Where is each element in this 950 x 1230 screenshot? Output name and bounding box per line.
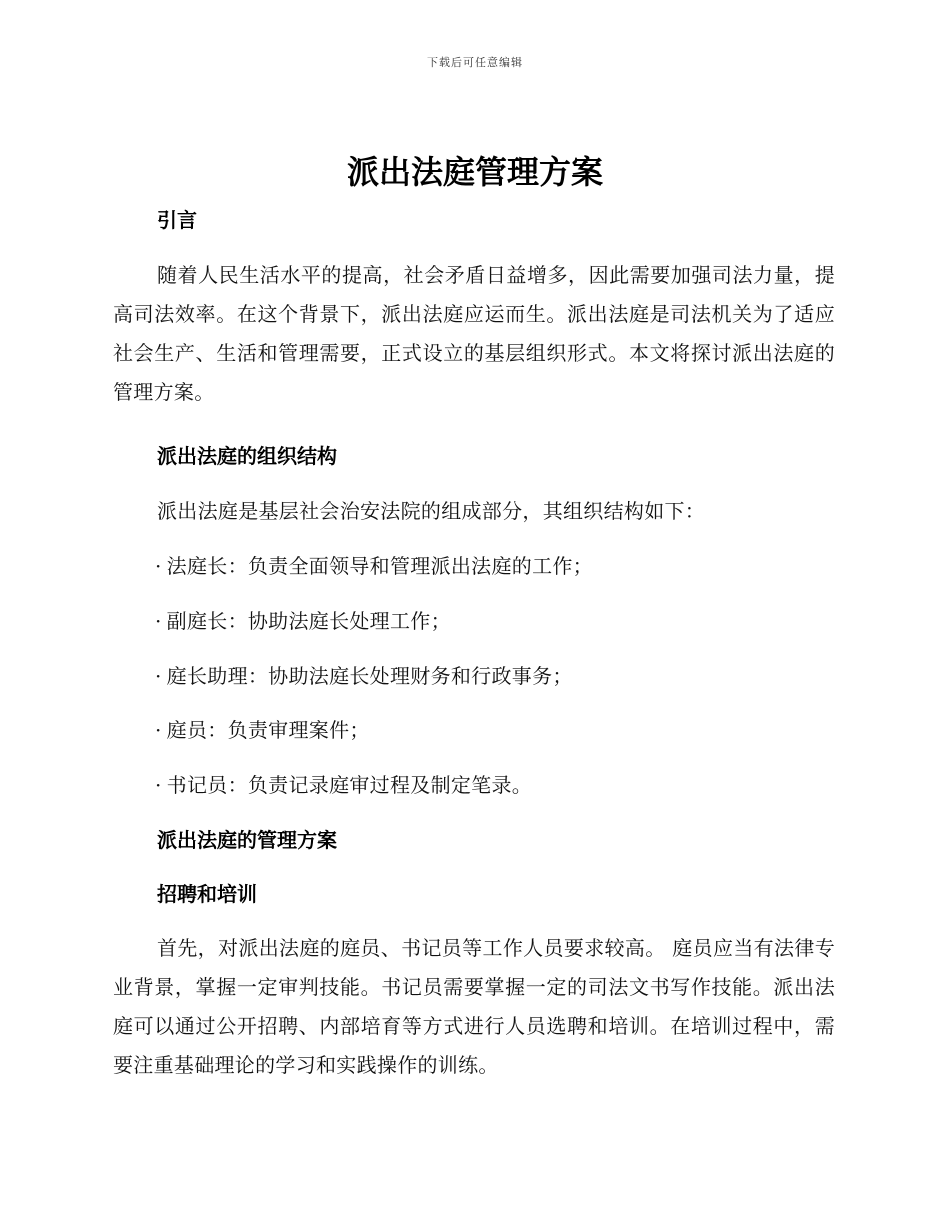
structure-intro-text: 派出法庭是基层社会治安法院的组成部分，其组织结构如下： (157, 499, 706, 523)
document-title: 派出法庭管理方案 (346, 153, 603, 191)
list-item-text: 法庭长：负责全面领导和管理派出法庭的工作； (166, 554, 593, 578)
list-item-text: 庭长助理：协助法庭长处理财务和行政事务； (166, 664, 573, 688)
recruit-paragraph: 首先，对派出法庭的庭员、书记员等工作人员要求较高。 庭员应当有法律专业背景，掌握一定审判技能。书记员需要掌握一定的司法文书写作技能。派出法庭可以通过公开招聘、内部培育等方式进行人员选聘和培训。在培训过程中，需要注重基础理论的学习和实践操作的训练。 (113, 936, 835, 1077)
bullet-icon: · (155, 554, 162, 578)
section-heading-intro: 引言 (157, 208, 197, 232)
bullet-icon: · (155, 718, 162, 742)
list-item-text: 书记员：负责记录庭审过程及制定笔录。 (166, 773, 533, 797)
section-heading-structure: 派出法庭的组织结构 (157, 444, 337, 468)
bullet-icon: · (155, 773, 162, 797)
intro-paragraph: 随着人民生活水平的提高，社会矛盾日益增多，因此需要加强司法力量，提高司法效率。在这个背景下，派出法庭应运而生。派出法庭是司法机关为了适应社会生产、生活和管理需要，正式设立的基层组织形式。本文将探讨派出法庭的管理方案。 (113, 263, 835, 404)
list-item (155, 771, 532, 799)
list-item (155, 607, 451, 635)
section-heading-management: 派出法庭的管理方案 (157, 828, 337, 852)
list-item (155, 662, 573, 690)
bullet-icon: · (155, 609, 162, 633)
bullet-icon: · (155, 664, 162, 688)
page-header-note: 下载后可任意编辑 (427, 56, 523, 69)
subsection-heading-recruit: 招聘和培训 (157, 882, 257, 906)
list-item-text: 副庭长：协助法庭长处理工作； (166, 609, 451, 633)
list-item (155, 552, 593, 580)
list-item-text: 庭员：负责审理案件； (166, 718, 370, 742)
list-item (155, 716, 370, 744)
